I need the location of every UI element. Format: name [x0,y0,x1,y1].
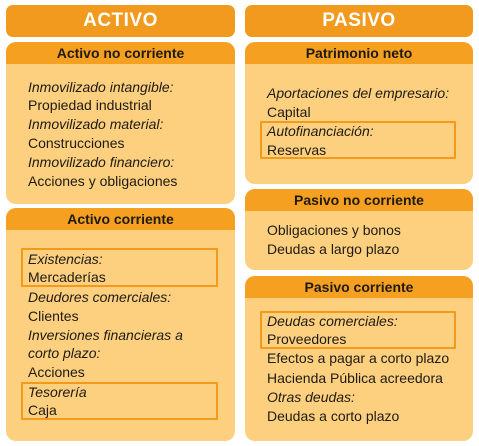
line-hacienda-publica: Hacienda Pública acreedora [267,370,443,386]
activo-no-corriente-title: Activo no corriente [6,42,235,64]
line-acciones: Acciones [28,364,85,380]
line-tesoreria: Tesorería [28,384,87,400]
line-deudores-comerciales: Deudores comerciales: [28,289,172,305]
line-reservas: Reservas [267,142,327,158]
line-propiedad-industrial: Propiedad industrial [28,97,152,113]
line-aportaciones: Aportaciones del empresario: [267,85,450,101]
activo-header: ACTIVO [6,5,235,37]
line-deudas-comerciales: Deudas comerciales: [267,313,398,329]
line-deudas-largo-plazo: Deudas a largo plazo [267,241,400,257]
line-proveedores: Proveedores [267,331,347,347]
pasivo-no-corriente-box [245,189,473,270]
pasivo-corriente-box [245,276,473,441]
line-existencias: Existencias: [28,251,103,267]
line-efectos-a-pagar: Efectos a pagar a corto plazo [267,350,450,366]
line-obligaciones-y-bonos: Obligaciones y bonos [267,222,401,238]
line-inmovilizado-material: Inmovilizado material: [28,116,164,132]
pasivo-corriente-title: Pasivo corriente [245,276,473,298]
line-inmovilizado-intangible: Inmovilizado intangible: [28,79,174,95]
line-deudas-corto-plazo: Deudas a corto plazo [267,408,400,424]
line-clientes: Clientes [28,308,79,324]
patrimonio-neto-box [245,42,473,184]
line-caja: Caja [28,402,57,418]
line-capital: Capital [267,104,311,120]
pasivo-no-corriente-title: Pasivo no corriente [245,189,473,211]
patrimonio-neto-title: Patrimonio neto [245,42,473,64]
pasivo-header: PASIVO [245,5,473,37]
line-autofinanciacion: Autofinanciación: [267,123,374,139]
activo-corriente-box [6,208,235,441]
activo-corriente-title: Activo corriente [6,208,235,230]
line-mercaderias: Mercaderías [28,269,106,285]
line-acciones-y-obligaciones: Acciones y obligaciones [28,173,178,189]
activo-no-corriente-box [6,42,235,204]
line-inversiones-financieras: Inversiones financieras a [28,327,183,343]
line-otras-deudas: Otras deudas: [267,389,355,405]
line-inmovilizado-financiero: Inmovilizado financiero: [28,154,175,170]
line-construcciones: Construcciones [28,135,125,151]
line-corto-plazo: corto plazo: [28,345,101,361]
